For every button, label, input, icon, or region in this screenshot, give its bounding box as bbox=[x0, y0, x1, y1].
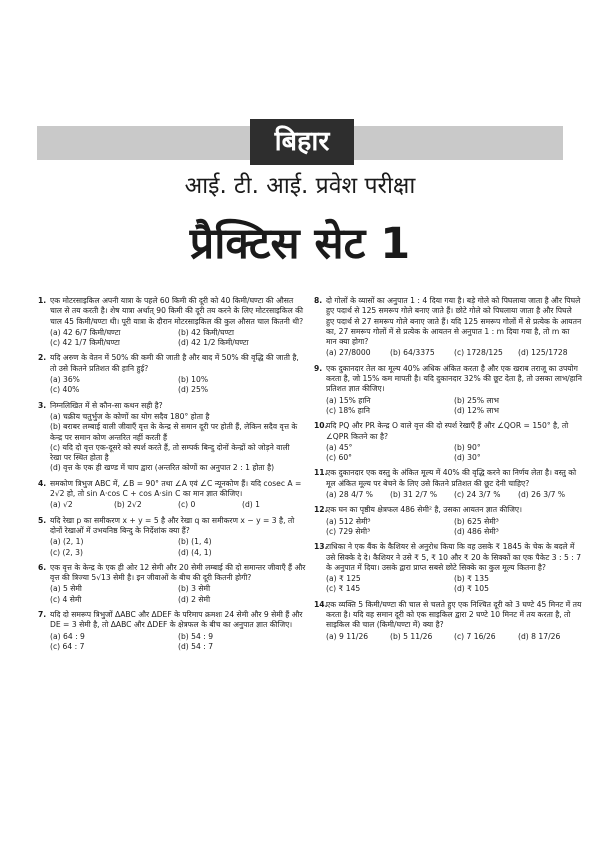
question bbox=[38, 610, 306, 652]
question-text: यदि दो समरूप त्रिभुजों ΔABC और ΔDEF के परिमाप क्रमशः 24 सेमी और 9 सेमी हैं और DE = 3 सेमी है, तो ΔABC और ΔDEF के क्षेत्रफल के बीच का अनुपात ज्ञात कीजिए। bbox=[50, 610, 303, 630]
question bbox=[314, 421, 582, 463]
option: (a) 64 : 9 bbox=[50, 631, 85, 641]
options bbox=[50, 632, 306, 653]
question-number: 11. bbox=[314, 468, 328, 478]
option: (a) 5 सेमी bbox=[50, 584, 82, 594]
option: (d) 125/1728 bbox=[518, 348, 568, 358]
option: (c) 40% bbox=[50, 385, 80, 395]
question-number: 5. bbox=[38, 515, 47, 525]
option: (b) बराबर लम्बाई वाली जीवाएँ वृत्त के केन्द्र से समान दूरी पर होती हैं, लेकिन सदैव वृत्त के केन्द्र पर समान कोण अन्तरित नहीं करती हैं bbox=[50, 422, 298, 442]
question-number: 9. bbox=[314, 363, 323, 373]
option: (a) 45° bbox=[326, 442, 353, 452]
question-number: 8. bbox=[314, 296, 323, 305]
option: (b) 54 : 9 bbox=[178, 631, 214, 641]
question-number: 2. bbox=[38, 353, 47, 363]
option: (d) वृत्त के एक ही खण्ड में चाप द्वारा (अन्तरित कोणों का अनुपात 2 : 1 होता है) bbox=[50, 463, 275, 473]
options bbox=[326, 490, 582, 500]
option: (c) (2, 3) bbox=[50, 547, 83, 557]
question bbox=[314, 296, 582, 359]
option: (c) 64 : 7 bbox=[50, 641, 85, 651]
options bbox=[326, 443, 582, 464]
option: (b) 10% bbox=[178, 375, 209, 385]
option: (c) 729 सेमी³ bbox=[326, 526, 371, 536]
option: (d) 54 : 7 bbox=[178, 641, 214, 651]
options bbox=[50, 537, 306, 558]
option: (c) 18% हानि bbox=[326, 405, 370, 415]
option: (a) 15% हानि bbox=[326, 395, 371, 405]
option: (d) ₹ 105 bbox=[454, 584, 489, 594]
question-number: 12. bbox=[314, 505, 328, 515]
option: (b) 64/3375 bbox=[390, 348, 435, 358]
question-text: दो गोलों के व्यासों का अनुपात 1 : 4 दिया गया है। बड़े गोले को पिघलाया जाता है और पिघले हुए पदार्थ से 125 समरूप गोले बनाए जाते हैं। छोटे गोले को पिघलाया जाता है और पिघले हुए पदार्थ से 27 समरूप गोले बनाए जाते हैं। यदि 125 समरूप गोलों में से प्रत्येक के आयतन का, 27 समरूप गोलों में से प्रत्येक के आयतन से अनुपात 1 : m दिया गया है, तो m का मान क्या होगा? bbox=[326, 296, 582, 347]
question-text: यदि अरुण के वेतन में 50% की कमी की जाती है और बाद में 50% की वृद्धि की जाती है, तो उसे कितने प्रतिशत की हानि हुई? bbox=[50, 353, 299, 373]
options bbox=[326, 632, 582, 642]
practice-set-title: प्रैक्टिस सेट 1 bbox=[189, 219, 411, 269]
question bbox=[314, 542, 582, 594]
question-number: 10. bbox=[314, 421, 328, 431]
option: (a) (2, 1) bbox=[50, 537, 84, 547]
question bbox=[314, 468, 582, 500]
options bbox=[50, 328, 306, 349]
question-number: 6. bbox=[38, 562, 47, 572]
option: (b) ₹ 135 bbox=[454, 574, 489, 584]
option: (d) 486 सेमी³ bbox=[454, 526, 499, 536]
option: (a) 27/8000 bbox=[326, 348, 371, 358]
question-number: 14. bbox=[314, 599, 328, 609]
questions-right-column bbox=[314, 296, 582, 647]
option: (d) 30° bbox=[454, 453, 481, 463]
question bbox=[314, 600, 582, 642]
question-text: राधिका ने एक बैंक के कैशियर से अनुरोध किया कि वह उसके ₹ 1845 के चेक के बदले में उसे सिक्के दे दे। कैशियर ने उसे ₹ 5, ₹ 10 और ₹ 20 के सिक्कों का एक पैकेट 3 : 5 : 7 के अनुपात में दिया। उसके द्वारा प्राप्त सबसे छोटे सिक्के का कुल मूल्य कितना है? bbox=[326, 542, 582, 572]
option: (a) 9 11/26 bbox=[326, 631, 369, 641]
question-number: 4. bbox=[38, 478, 47, 488]
option: (b) 3 सेमी bbox=[178, 584, 211, 594]
option: (d) 2 सेमी bbox=[178, 594, 211, 604]
option: (d) 42 1/2 किमी/घण्टा bbox=[178, 338, 249, 348]
options bbox=[50, 584, 306, 605]
options bbox=[326, 517, 582, 538]
question-number: 3. bbox=[38, 400, 47, 410]
option: (d) 26 3/7 % bbox=[518, 490, 566, 500]
option: (d) (4, 1) bbox=[178, 547, 212, 557]
option: (a) 36% bbox=[50, 375, 80, 385]
option: (d) 1 bbox=[242, 500, 260, 510]
question-text: यदि PQ और PR केन्द्र O वाले वृत्त की दो स्पर्श रेखाएँ हैं और ∠QOR = 150° है, तो ∠QPR कितने का है? bbox=[326, 421, 569, 441]
question-text: एक दुकानदार तेल का मूल्य 40% अधिक अंकित करता है और एक खराब तराजू का उपयोग करता है, जो 15% कम मापती है। यदि दुकानदार 32% की छूट देता है, तो उसका लाभ/हानि प्रतिशत ज्ञात कीजिए। bbox=[326, 363, 582, 394]
question bbox=[38, 353, 306, 395]
option: (a) √2 bbox=[50, 500, 73, 510]
question-text: एक मोटरसाइकिल अपनी यात्रा के पहले 60 किमी की दूरी को 40 किमी/घण्टा की औसत चाल से तय करती है। शेष यात्रा अर्थात् 90 किमी की दूरी तय करने के लिए मोटरसाइकिल की चाल 45 किमी/घण्टा थी। पूरी यात्रा के दौरान मोटरसाइकिल की कुल औसत चाल कितनी थी? bbox=[50, 296, 304, 326]
options bbox=[326, 574, 582, 595]
question-number: 7. bbox=[38, 610, 47, 620]
option: (b) 25% लाभ bbox=[454, 395, 499, 405]
option: (c) 4 सेमी bbox=[50, 594, 82, 604]
options bbox=[50, 375, 306, 396]
options bbox=[50, 412, 306, 474]
question bbox=[38, 516, 306, 558]
options bbox=[326, 348, 582, 358]
question bbox=[38, 563, 306, 605]
question-number: 13. bbox=[314, 542, 328, 552]
option: (d) 25% bbox=[178, 385, 209, 395]
question-text: एक वृत्त के केन्द्र के एक ही ओर 12 सेमी और 20 सेमी लम्बाई की दो समान्तर जीवाएँ हैं और वृत्त की त्रिज्या 5√13 सेमी है। इन जीवाओं के बीच की दूरी कितनी होगी? bbox=[50, 562, 306, 583]
option: (c) ₹ 145 bbox=[326, 584, 361, 594]
question-text: एक दुकानदार एक वस्तु के अंकित मूल्य में 40% की वृद्धि करने का निर्णय लेता है। वस्तु को मूल अंकित मूल्य पर बेचने के लिए उसे कितने प्रतिशत की छूट देनी चाहिए? bbox=[326, 468, 577, 488]
option: (d) 8 17/26 bbox=[518, 631, 561, 641]
option: (a) ₹ 125 bbox=[326, 574, 361, 584]
option: (c) 42 1/7 किमी/घण्टा bbox=[50, 338, 120, 348]
option: (c) 1728/125 bbox=[454, 348, 503, 358]
state-title: बिहार bbox=[250, 119, 354, 165]
option: (b) 42 किमी/घण्टा bbox=[178, 327, 234, 337]
question bbox=[38, 296, 306, 348]
questions-left-column bbox=[38, 296, 306, 657]
options bbox=[326, 396, 582, 417]
option: (b) 5 11/26 bbox=[390, 631, 433, 641]
option: (a) 28 4/7 % bbox=[326, 490, 373, 500]
question-text: निम्नलिखित में से कौन-सा कथन सही है? bbox=[50, 400, 163, 410]
option: (b) 31 2/7 % bbox=[390, 490, 438, 500]
option: (b) 90° bbox=[454, 442, 481, 452]
question-number: 1. bbox=[38, 296, 47, 305]
question bbox=[38, 479, 306, 511]
exam-title: आई. टी. आई. प्रवेश परीक्षा bbox=[184, 173, 416, 199]
option: (a) 42 6/7 किमी/घण्टा bbox=[50, 327, 121, 337]
options bbox=[50, 500, 306, 510]
question bbox=[314, 364, 582, 416]
option: (c) 60° bbox=[326, 453, 352, 463]
question bbox=[314, 505, 582, 537]
option: (b) 2√2 bbox=[114, 500, 142, 510]
question-text: एक व्यक्ति 5 किमी/घण्टा की चाल से चलते हुए एक निश्चित दूरी को 3 घण्टे 45 मिनट में तय करता है। यदि वह समान दूरी को एक साइकिल द्वारा 2 घण्टे 10 मिनट में तय करता है, तो साइकिल की चाल (किमी/घण्टा में) क्या है? bbox=[326, 599, 582, 630]
question-text: एक घन का पृष्ठीय क्षेत्रफल 486 सेमी² है, उसका आयतन ज्ञात कीजिए। bbox=[326, 505, 522, 515]
option: (c) यदि दो वृत्त एक-दूसरे को स्पर्श करते हैं, तो सम्पर्क बिन्दु दोनों केन्द्रों को जोड़ने वाली रेखा पर स्थित होता है bbox=[50, 442, 290, 463]
option: (a) चक्रीय चतुर्भुज के कोणों का योग सदैव 180° होता है bbox=[50, 411, 210, 421]
option: (b) (1, 4) bbox=[178, 537, 212, 547]
question-text: समकोण त्रिभुज ABC में, ∠B = 90° तथा ∠A एवं ∠C न्यूनकोण हैं। यदि cosec A = 2√2 हो, तो sin A·cos C + cos A·sin C का मान ज्ञात कीजिए। bbox=[50, 478, 302, 499]
question bbox=[38, 401, 306, 474]
option: (b) 625 सेमी³ bbox=[454, 516, 499, 526]
question-text: यदि रेखा p का समीकरण x + y = 5 है और रेखा q का समीकरण x − y = 3 है, तो दोनों रेखाओं में उभयनिष्ठ बिन्दु के निर्देशांक क्या हैं? bbox=[50, 515, 295, 535]
option: (a) 512 सेमी³ bbox=[326, 516, 371, 526]
option: (c) 7 16/26 bbox=[454, 631, 496, 641]
option: (d) 12% लाभ bbox=[454, 405, 499, 415]
option: (c) 0 bbox=[178, 500, 196, 510]
option: (c) 24 3/7 % bbox=[454, 490, 501, 500]
